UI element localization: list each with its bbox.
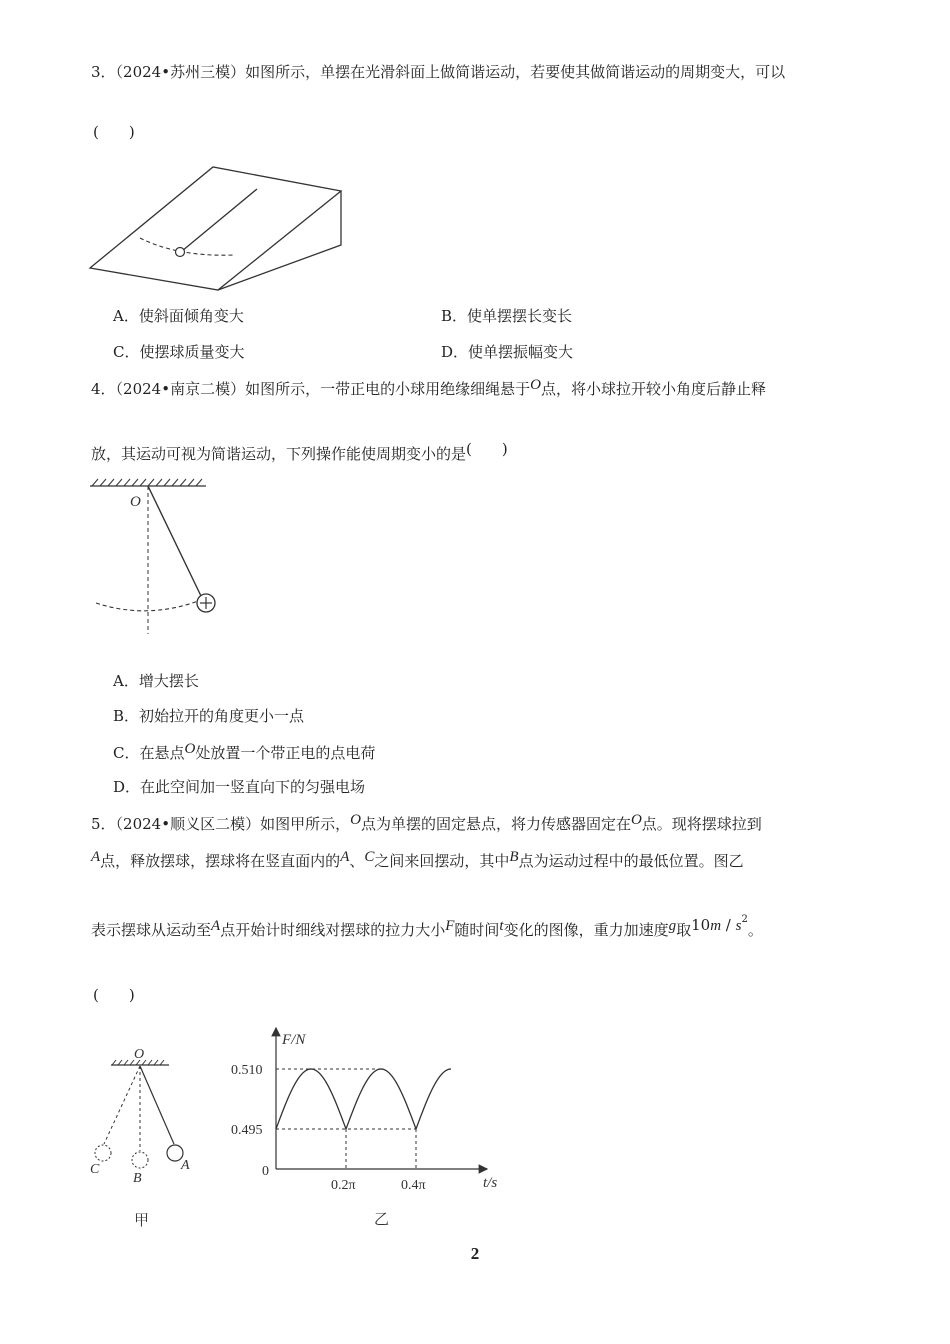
math-var: O xyxy=(530,377,541,393)
page-number: 2 xyxy=(470,1244,480,1263)
q5-stem-line3 xyxy=(91,915,763,941)
q5-text: 点开始计时细线对摆球的拉力大小 xyxy=(220,921,446,939)
q3-blank: ( ) xyxy=(93,123,135,141)
math-var: F xyxy=(445,918,455,934)
x-axis-label: t/s xyxy=(483,1175,498,1191)
q5-text: 之间来回摆动，其中 xyxy=(374,852,510,870)
q3-option-d xyxy=(441,342,573,362)
option-label: A． xyxy=(113,672,139,690)
q5-text: 点，释放摆球，摆球将在竖直面内的 xyxy=(100,852,341,870)
force-curve xyxy=(276,1069,451,1129)
label-c: C xyxy=(90,1162,100,1177)
q3-stem-line xyxy=(91,62,785,82)
pendulum-bob xyxy=(176,248,185,257)
math-var: O xyxy=(184,741,196,757)
label-o: O xyxy=(134,1047,145,1062)
option-text: 初始拉开的角度更小一点 xyxy=(139,707,305,725)
option-text: 使摆球质量变大 xyxy=(139,343,245,361)
q5-text: 。 xyxy=(747,921,763,939)
option-label: C． xyxy=(113,744,140,762)
q3-option-b xyxy=(441,306,572,326)
option-label: C． xyxy=(113,343,140,361)
q5-number: 5． xyxy=(91,815,116,833)
q4-stem-line1 xyxy=(91,379,766,400)
option-label: A． xyxy=(113,307,139,325)
option-text: 在悬点 xyxy=(139,744,185,762)
bob-c xyxy=(95,1145,111,1161)
math-var: m xyxy=(710,918,722,934)
q5-text: 随时间 xyxy=(454,921,500,939)
math-var: A xyxy=(340,849,350,865)
math-num: 10 xyxy=(691,916,711,934)
option-text: 处放置一个带正电的点电荷 xyxy=(195,744,376,762)
math-op: / xyxy=(721,916,736,934)
q4-stem-c: 放，其运动可视为简谐运动，下列操作能使周期变小的是 xyxy=(91,445,467,463)
q5-text: 点为运动过程中的最低位置。图乙 xyxy=(518,852,744,870)
x-tick-1: 0.2π xyxy=(331,1178,356,1193)
math-var: s xyxy=(735,918,742,934)
math-var: O xyxy=(350,812,361,828)
q5-figure-jia xyxy=(85,1042,205,1232)
q4-number: 4． xyxy=(91,380,116,398)
label-a: A xyxy=(181,1158,190,1173)
caption-jia: 甲 xyxy=(134,1213,150,1229)
q4-option-d xyxy=(113,777,365,797)
label-o: O xyxy=(130,494,141,510)
option-label: B． xyxy=(441,307,468,325)
q5-text: 表示摆球从运动至 xyxy=(91,921,212,939)
y-axis-label: F/N xyxy=(282,1032,306,1048)
label-b: B xyxy=(133,1171,142,1186)
q4-source: （2024•南京二模） xyxy=(115,380,246,398)
q4-option-c xyxy=(113,743,375,764)
option-label: D． xyxy=(441,343,469,361)
math-var: B xyxy=(509,849,519,865)
q3-option-a xyxy=(113,306,244,326)
option-text: 在此空间加一竖直向下的匀强电场 xyxy=(140,778,366,796)
option-text: 使单摆振幅变大 xyxy=(468,343,574,361)
q3-incline-figure xyxy=(88,165,348,295)
q3-stem: 如图所示，单摆在光滑斜面上做简谐运动，若要使其做简谐运动的周期变大，可以 xyxy=(245,63,786,81)
q5-text: 点。现将摆球拉到 xyxy=(641,815,762,833)
q5-stem-line1 xyxy=(91,814,762,835)
option-text: 增大摆长 xyxy=(138,672,199,690)
q3-source: （2024•苏州三模） xyxy=(115,63,246,81)
q4-stem-a: 如图所示，一带正电的小球用绝缘细绳悬于 xyxy=(245,380,531,398)
q4-option-b xyxy=(113,706,304,726)
math-var: C xyxy=(364,849,375,865)
q3-option-c xyxy=(113,342,245,362)
origin-label: 0 xyxy=(262,1164,269,1179)
option-label: D． xyxy=(113,778,141,796)
bob-b xyxy=(132,1152,148,1168)
q5-source: （2024•顺义区二模） xyxy=(115,815,261,833)
q5-text: 、 xyxy=(349,852,365,870)
caption-yi: 乙 xyxy=(374,1212,390,1228)
q4-blank: ( ) xyxy=(466,440,508,458)
q5-text: 变化的图像，重力加速度 xyxy=(503,921,669,939)
x-tick-2: 0.4π xyxy=(401,1178,426,1193)
math-var: t xyxy=(499,918,504,934)
q5-text: 点为单摆的固定悬点，将力传感器固定在 xyxy=(360,815,631,833)
math-exp: 2 xyxy=(741,914,748,925)
option-text: 使单摆摆长变长 xyxy=(467,307,573,325)
y-tick-low: 0.495 xyxy=(231,1123,263,1138)
math-var: A xyxy=(91,849,101,865)
y-tick-high: 0.510 xyxy=(231,1063,263,1078)
option-text: 使斜面倾角变大 xyxy=(138,307,244,325)
q5-text: 如图甲所示， xyxy=(260,815,351,833)
q4-stem-b: 点，将小球拉开较小角度后静止释 xyxy=(540,380,766,398)
q5-figure-yi-chart xyxy=(225,1025,525,1235)
q4-option-a xyxy=(113,671,199,691)
math-var: g xyxy=(668,918,677,934)
q5-blank: ( ) xyxy=(93,986,135,1004)
units xyxy=(691,916,748,934)
q5-text: 取 xyxy=(676,921,692,939)
q4-pendulum-figure xyxy=(88,478,218,638)
math-var: A xyxy=(211,918,221,934)
q3-number: 3． xyxy=(91,63,116,81)
q5-stem-line2 xyxy=(91,851,744,872)
math-var: O xyxy=(630,812,642,828)
q4-stem-line2 xyxy=(91,440,508,464)
option-label: B． xyxy=(113,707,140,725)
